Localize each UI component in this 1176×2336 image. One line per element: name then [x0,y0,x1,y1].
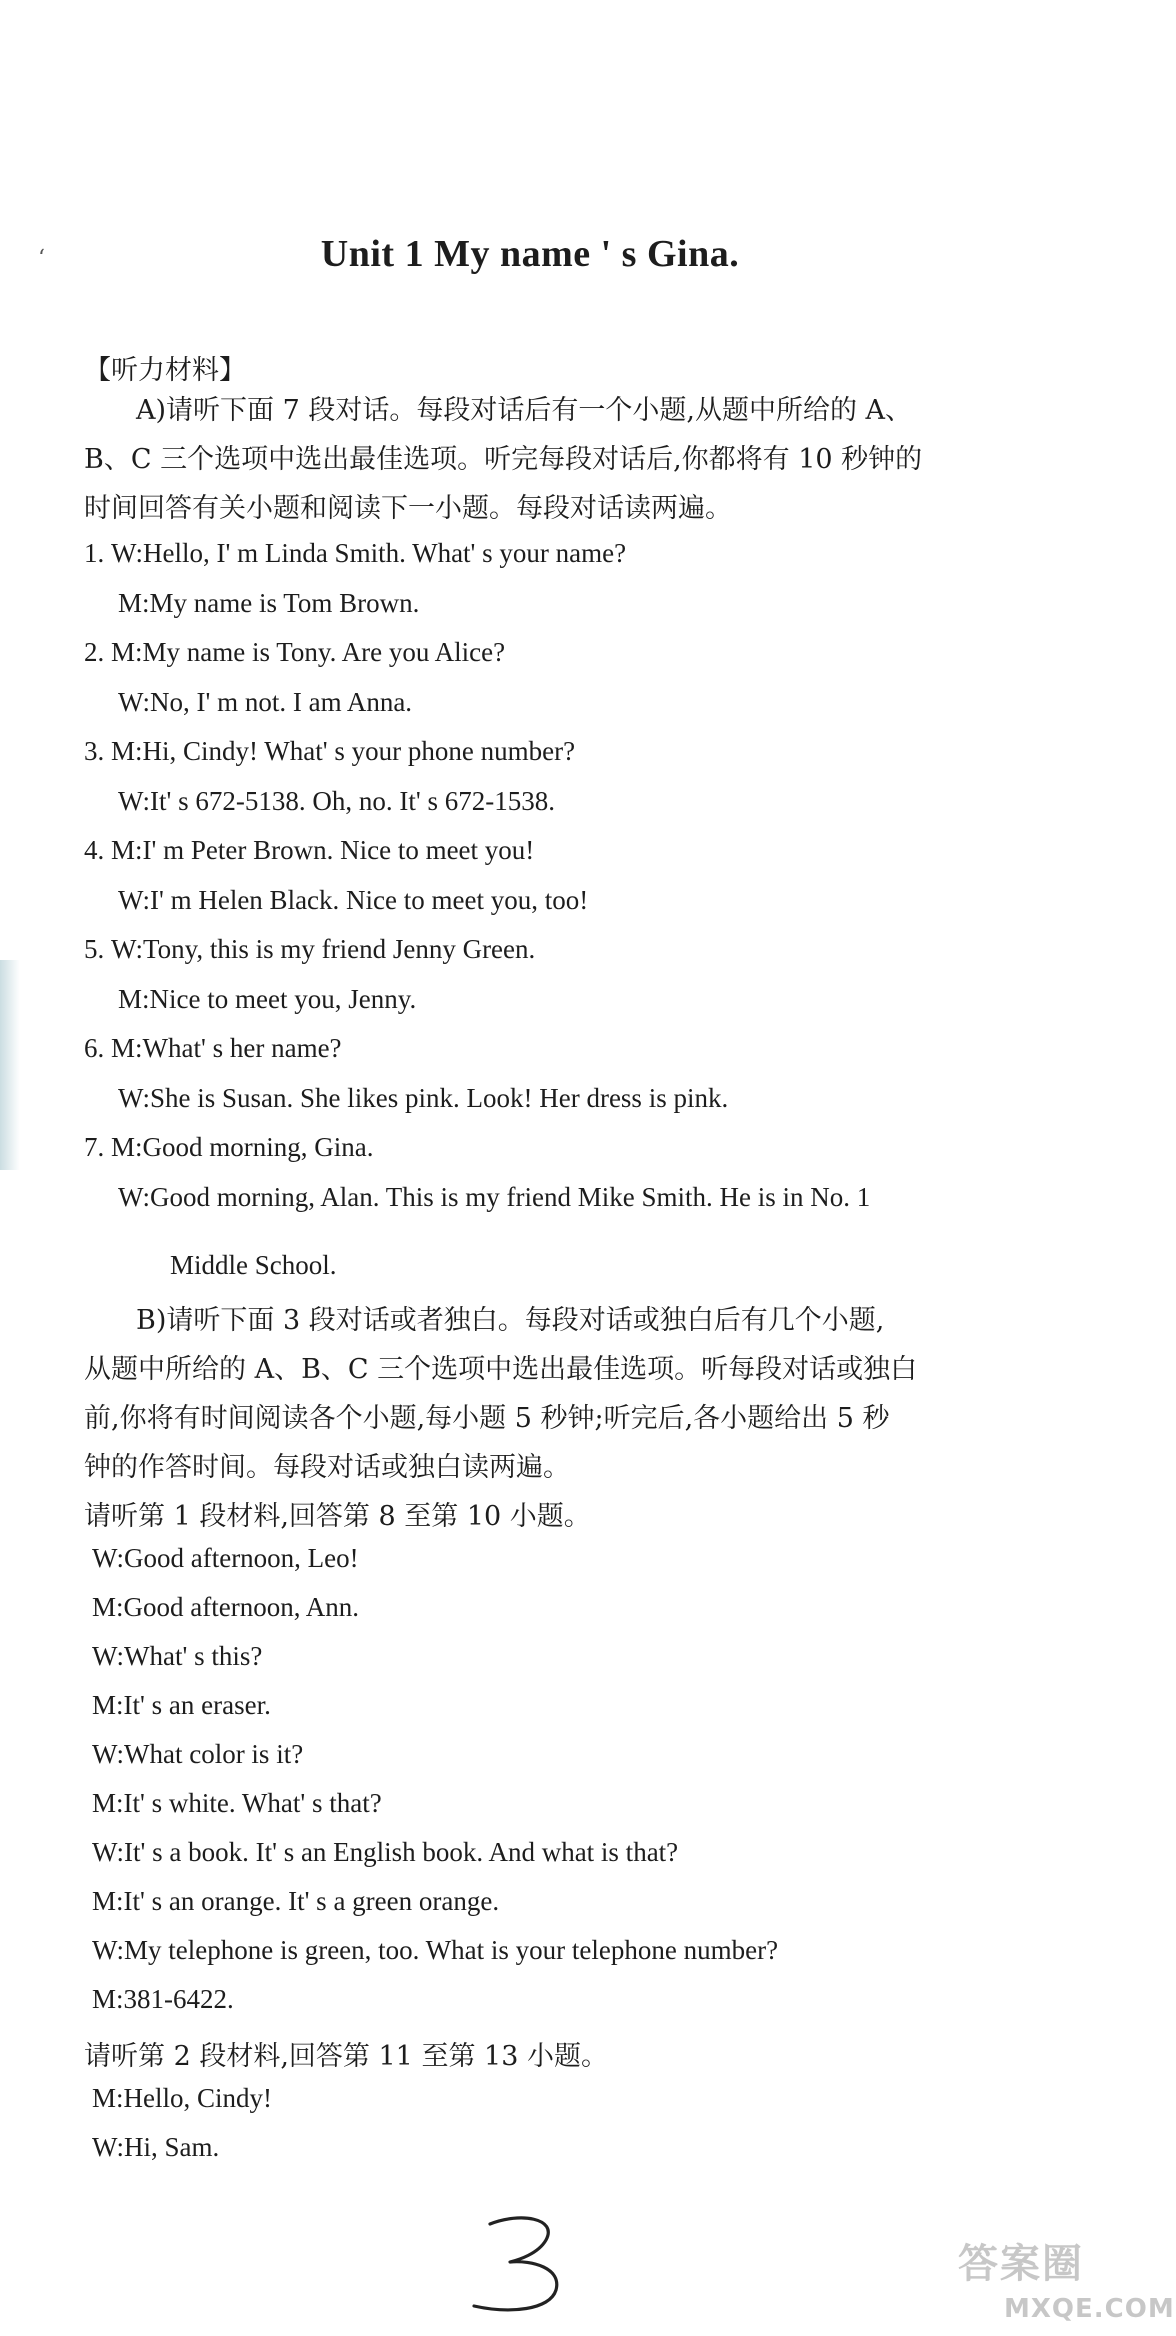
part-b-instruction-line: 从题中所给的 A、B、C 三个选项中选出最佳选项。听每段对话或独白 [84,1354,918,1385]
speaker-label: W: [118,686,150,717]
dialogue-line [92,2083,272,2114]
dialogue-continuation: Middle School. [170,1250,337,1280]
dialogue-line [92,1788,382,1819]
speaker-label: W: [118,1082,150,1113]
speaker-label: M: [92,1690,124,1720]
dialogue-line [84,835,534,866]
dialogue-line [92,1543,359,1574]
speaker-label: W: [111,934,143,964]
dialogue-text: It' s white. What' s that? [123,1788,382,1818]
dialogue-text: It' s an eraser. [123,1690,271,1720]
part-b-instruction-line: B)请听下面 3 段对话或者独白。每段对话或独白后有几个小题, [136,1305,885,1336]
speaker-label: W: [118,1181,150,1212]
speaker-label: M: [92,2083,124,2113]
dialogue-line [84,538,626,569]
speaker-label: M: [118,587,150,618]
question-number: 3. [84,736,111,766]
dialogue-text: My name is Tony. Are you Alice? [142,637,506,667]
speaker-label: W: [92,1739,124,1769]
watermark-url: MXQE.COM [1004,2294,1175,2324]
speaker-label: W: [92,2132,124,2162]
question-number: 5. [84,934,111,964]
dialogue-line [92,1641,262,1672]
dialogue-text: Hello, I' m Linda Smith. What' s your name? [142,538,627,568]
dialogue-text: Good morning, Gina. [142,1132,374,1162]
speaker-label: M: [111,736,143,766]
dialogue-text: No, I' m not. I am Anna. [149,686,413,717]
dialogue-line [84,637,505,668]
part-a-instruction-line: A)请听下面 7 段对话。每段对话后有一个小题,从题中所给的 A、 [136,395,913,426]
material-1-heading: 请听第 1 段材料,回答第 8 至第 10 小题。 [84,1501,591,1532]
dialogue-line [92,1739,303,1770]
dialogue-line [84,1132,374,1163]
speaker-label: W: [92,1543,124,1573]
speaker-label: W: [111,538,143,568]
dialogue-line [92,1690,271,1721]
dialogue-text: Good afternoon, Ann. [123,1592,359,1622]
speaker-label: M: [111,835,143,865]
dialogue-text: Good afternoon, Leo! [123,1543,359,1573]
speaker-label: M: [92,1788,124,1818]
scan-artifact-mark: ‘ [38,246,45,271]
speaker-label: W: [92,1935,124,1965]
scan-edge-mark [0,960,20,1170]
dialogue-text: It' s 672-5138. Oh, no. It' s 672-1538. [149,785,555,816]
watermark [958,2232,1175,2332]
dialogue-line [118,1083,728,1114]
material-2-heading: 请听第 2 段材料,回答第 11 至第 13 小题。 [84,2041,608,2072]
dialogue-text: What color is it? [123,1739,304,1769]
dialogue-line [118,786,555,817]
speaker-label: M: [111,637,143,667]
dialogue-text: Good morning, Alan. This is my friend Mike Smith. He is in No. 1 [149,1181,871,1212]
watermark-logo: 答案圈 [958,2241,1084,2287]
speaker-label: W: [92,1837,124,1867]
speaker-label: M: [111,1033,143,1063]
speaker-label: W: [92,1641,124,1671]
dialogue-line [118,588,419,619]
dialogue-line [92,2132,219,2163]
dialogue-line [84,736,575,767]
dialogue-line [84,1033,342,1064]
dialogue-line [118,984,416,1015]
dialogue-text: Hi, Sam. [123,2132,220,2162]
dialogue-line [92,1984,234,2015]
dialogue-line [118,885,588,916]
question-number: 7. [84,1132,111,1162]
unit-title: Unit 1 My name ' s Gina. [320,233,740,275]
dialogue-text: Nice to meet you, Jenny. [149,983,417,1014]
dialogue-text: Tony, this is my friend Jenny Green. [142,934,536,964]
dialogue-text: Hi, Cindy! What' s your phone number? [142,736,576,766]
speaker-label: M: [92,1886,124,1916]
question-number: 1. [84,538,111,568]
dialogue-text: I' m Helen Black. Nice to meet you, too! [149,884,589,915]
part-b-instruction-line: 钟的作答时间。每段对话或独白读两遍。 [84,1452,570,1483]
question-number: 6. [84,1033,111,1063]
question-number: 4. [84,835,111,865]
dialogue-line [118,687,412,718]
dialogue-text: It' s an orange. It' s a green orange. [123,1886,500,1916]
section-label: 【听力材料】 [84,355,246,386]
dialogue-text: My telephone is green, too. What is your telephone number? [123,1935,779,1965]
speaker-label: W: [118,785,150,816]
question-number: 2. [84,637,111,667]
speaker-label: M: [92,1984,124,2014]
dialogue-line [92,1935,778,1966]
dialogue-text: Hello, Cindy! [123,2083,273,2113]
speaker-label: W: [118,884,150,915]
part-a-instruction-line: 时间回答有关小题和阅读下一小题。每段对话读两遍。 [84,493,732,524]
dialogue-line [92,1886,499,1917]
dialogue-text: She is Susan. She likes pink. Look! Her dress is pink. [149,1082,729,1113]
dialogue-text: My name is Tom Brown. [149,587,420,618]
dialogue-line [92,1592,359,1623]
speaker-label: M: [92,1592,124,1622]
dialogue-text: It' s a book. It' s an English book. And what is that? [123,1837,679,1867]
speaker-label: M: [118,983,150,1014]
handwritten-page-number [470,2210,590,2320]
dialogue-text: What' s her name? [142,1033,342,1063]
part-b-instruction-line: 前,你将有时间阅读各个小题,每小题 5 秒钟;听完后,各小题给出 5 秒 [84,1403,890,1434]
dialogue-line [92,1837,678,1868]
speaker-label: M: [111,1132,143,1162]
dialogue-text: I' m Peter Brown. Nice to meet you! [142,835,535,865]
dialogue-line [84,934,535,965]
dialogue-text: 381-6422. [123,1984,234,2014]
dialogue-line [118,1182,870,1213]
part-a-instruction-line: B、C 三个选项中选出最佳选项。听完每段对话后,你都将有 10 秒钟的 [84,444,923,475]
dialogue-text: What' s this? [123,1641,263,1671]
